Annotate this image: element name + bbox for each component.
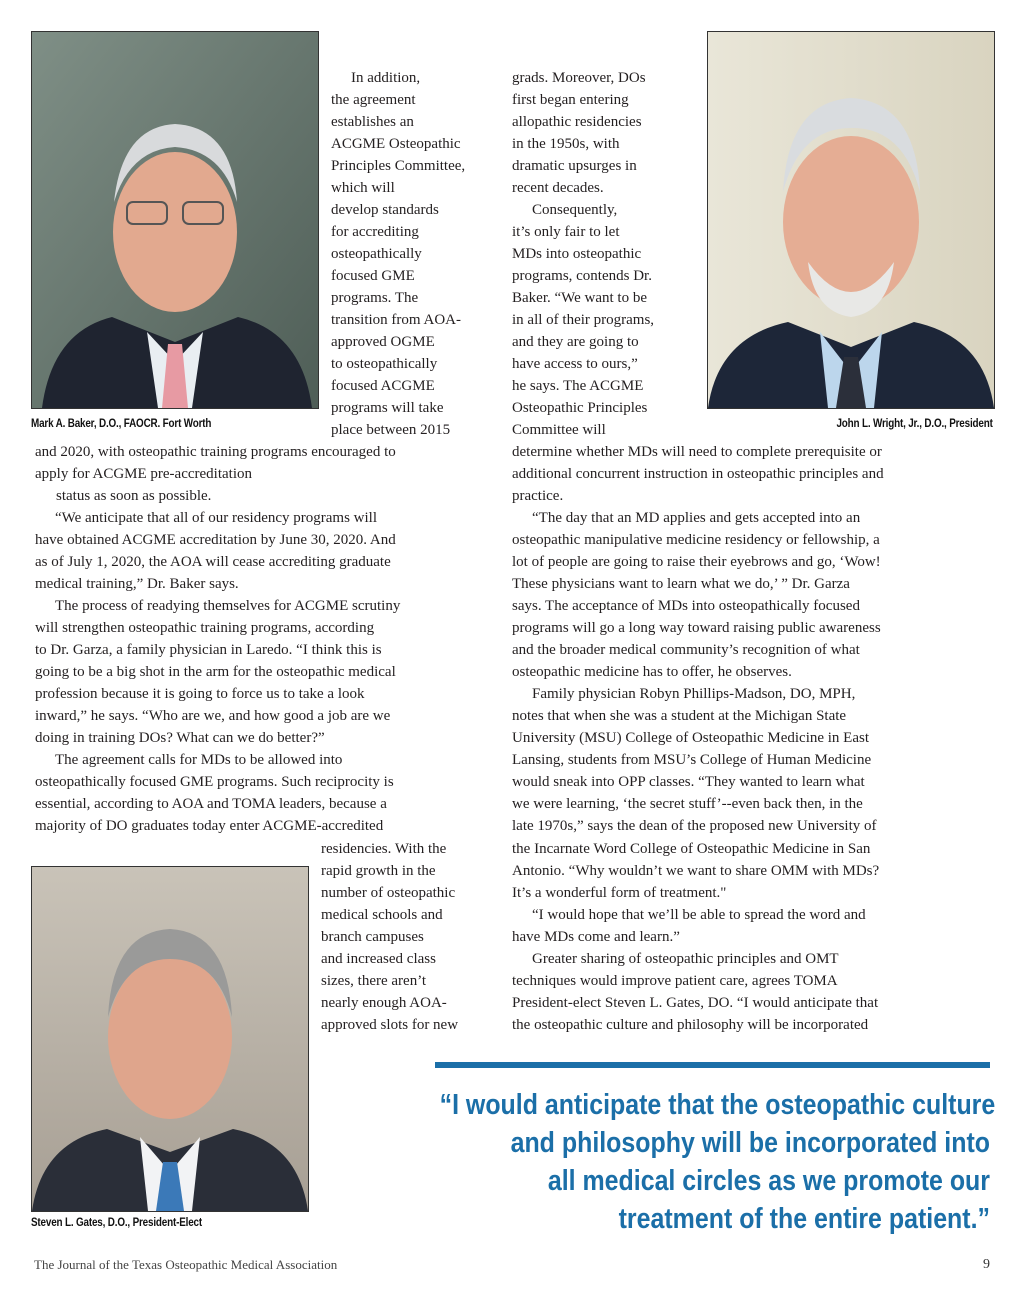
text-line: Consequently, [532,202,618,218]
text-line: and 2020, with osteopathic training programs encouraged to [35,444,396,460]
text-line: the Incarnate Word College of Osteopathic Medicine in San [512,841,871,857]
text-line: branch campuses [321,929,424,945]
caption-mark-baker: Mark A. Baker, D.O., FAOCR. Fort Worth [31,418,212,430]
text-line: focused ACGME [331,378,435,394]
text-line: have MDs come and learn.” [512,929,680,945]
text-line: programs. The [331,290,419,306]
text-line: the osteopathic culture and philosophy will be incorporated [512,1017,869,1033]
text-line: Committee will [512,422,606,438]
text-line: he says. The ACGME [512,378,644,394]
text-line: ACGME Osteopathic [331,136,461,152]
text-line: late 1970s,” says the dean of the proposed new University of [512,818,877,834]
text-line: doing in training DOs? What can we do better?” [35,730,325,746]
text-line: MDs into osteopathic [512,246,642,262]
text-line: place between 2015 [331,422,451,438]
text-line: Lansing, students from MSU’s College of Human Medicine [512,752,872,768]
text-line: develop standards [331,202,439,218]
text-line: additional concurrent instruction in osteopathic principles and [512,466,884,482]
pull-quote-rule [435,1062,990,1068]
text-line: Greater sharing of osteopathic principles and OMT [532,951,839,967]
text-line: focused GME [331,268,415,284]
text-line: “We anticipate that all of our residency programs will [55,510,378,526]
text-line: programs will go a long way toward raising public awareness [512,620,881,636]
text-line: The process of readying themselves for ACGME scrutiny [55,598,401,614]
text-line: dramatic upsurges in [512,158,637,174]
text-line: Osteopathic Principles [512,400,648,416]
text-line: “I would hope that we’ll be able to spread the word and [532,907,866,923]
text-line: Family physician Robyn Phillips-Madson, DO, MPH, [532,686,856,702]
text-line: and the broader medical community’s recognition of what [512,642,860,658]
text-line: approved slots for new [321,1017,459,1033]
caption-steven-gates: Steven L. Gates, D.O., President-Elect [31,1217,202,1229]
text-line: sizes, there aren’t [321,973,427,989]
text-line: lot of people are going to raise their eyebrows and go, ‘Wow! [512,554,881,570]
text-line: to Dr. Garza, a family physician in Laredo. “I think this is [35,642,382,658]
text-line: as of July 1, 2020, the AOA will cease accrediting graduate [35,554,391,570]
pull-quote-line: treatment of the entire patient.” [618,1203,990,1235]
text-line: status as soon as possible. [56,488,212,504]
text-line: University (MSU) College of Osteopathic Medicine in East [512,730,870,746]
photo-steven-gates [31,866,309,1212]
text-line: the agreement [331,92,416,108]
text-line: inward,” he says. “Who are we, and how good a job are we [35,708,391,724]
text-line: techniques would improve patient care, agrees TOMA [512,973,838,989]
text-line: and increased class [321,951,436,967]
text-line: approved OGME [331,334,435,350]
text-line: Principles Committee, [331,158,466,174]
text-line: rapid growth in the [321,863,436,879]
pull-quote-line: “I would anticipate that the osteopathic culture [439,1089,996,1121]
text-line: essential, according to AOA and TOMA leaders, because a [35,796,387,812]
text-line: residencies. With the [321,841,447,857]
text-line: to osteopathically [331,356,438,372]
text-line: The agreement calls for MDs to be allowed into [55,752,343,768]
text-line: recent decades. [512,180,604,196]
text-line: osteopathically [331,246,422,262]
photo-mark-baker [31,31,319,409]
pull-quote-line: all medical circles as we promote our [547,1165,990,1197]
text-line: programs will take [331,400,444,416]
text-line: going to be a big shot in the arm for the osteopathic medical [35,664,396,680]
text-line: nearly enough AOA- [321,995,447,1011]
pull-quote-line: and philosophy will be incorporated into [510,1127,990,1159]
text-line: medical schools and [321,907,443,923]
text-line: have obtained ACGME accreditation by June 30, 2020. And [35,532,396,548]
text-line: in the 1950s, with [512,136,620,152]
text-line: notes that when she was a student at the Michigan State [512,708,847,724]
text-line: and they are going to [512,334,639,350]
text-line: practice. [512,488,564,504]
text-line: osteopathic medicine has to offer, he observes. [512,664,792,680]
text-line: medical training,” Dr. Baker says. [35,576,239,592]
text-line: says. The acceptance of MDs into osteopathically focused [512,598,860,614]
text-line: In addition, [351,70,421,86]
text-line: transition from AOA- [331,312,461,328]
text-line: grads. Moreover, DOs [512,70,646,86]
text-line: Antonio. “Why wouldn’t we want to share OMM with MDs? [512,863,880,879]
journal-footer: The Journal of the Texas Osteopathic Medical Association [34,1257,338,1272]
text-line: programs, contends Dr. [512,268,652,284]
text-line: which will [331,180,395,196]
text-line: it’s only fair to let [512,224,620,240]
text-line: allopathic residencies [512,114,642,130]
text-line: determine whether MDs will need to complete prerequisite or [512,444,882,460]
text-line: number of osteopathic [321,885,456,901]
text-line: first began entering [512,92,629,108]
caption-john-wright: John L. Wright, Jr., D.O., President [836,418,993,430]
pull-quote [350,1086,996,1238]
text-line: apply for ACGME pre-accreditation [35,466,253,482]
text-line: “The day that an MD applies and gets accepted into an [532,510,861,526]
photo-john-wright [707,31,995,409]
text-line: have access to ours,” [512,356,638,372]
page-number: 9 [983,1257,990,1272]
text-line: osteopathic manipulative medicine residency or fellowship, a [512,532,880,548]
text-line: majority of DO graduates today enter ACGME-accredited [35,818,384,834]
text-line: osteopathically focused GME programs. Such reciprocity is [35,774,394,790]
text-line: profession because it is going to force us to take a look [35,686,365,702]
text-line: It’s a wonderful form of treatment." [512,885,727,901]
text-line: for accrediting [331,224,419,240]
text-line: will strengthen osteopathic training programs, according [35,620,375,636]
text-line: These physicians want to learn what we do,’ ” Dr. Garza [512,576,850,592]
text-line: we were learning, ‘the secret stuff’--even back then, in the [512,796,863,812]
text-line: establishes an [331,114,414,130]
text-line: President-elect Steven L. Gates, DO. “I would anticipate that [512,995,879,1011]
text-line: in all of their programs, [512,312,655,328]
text-line: would sneak into OPP classes. “They wanted to learn what [512,774,865,790]
text-line: Baker. “We want to be [512,290,647,306]
